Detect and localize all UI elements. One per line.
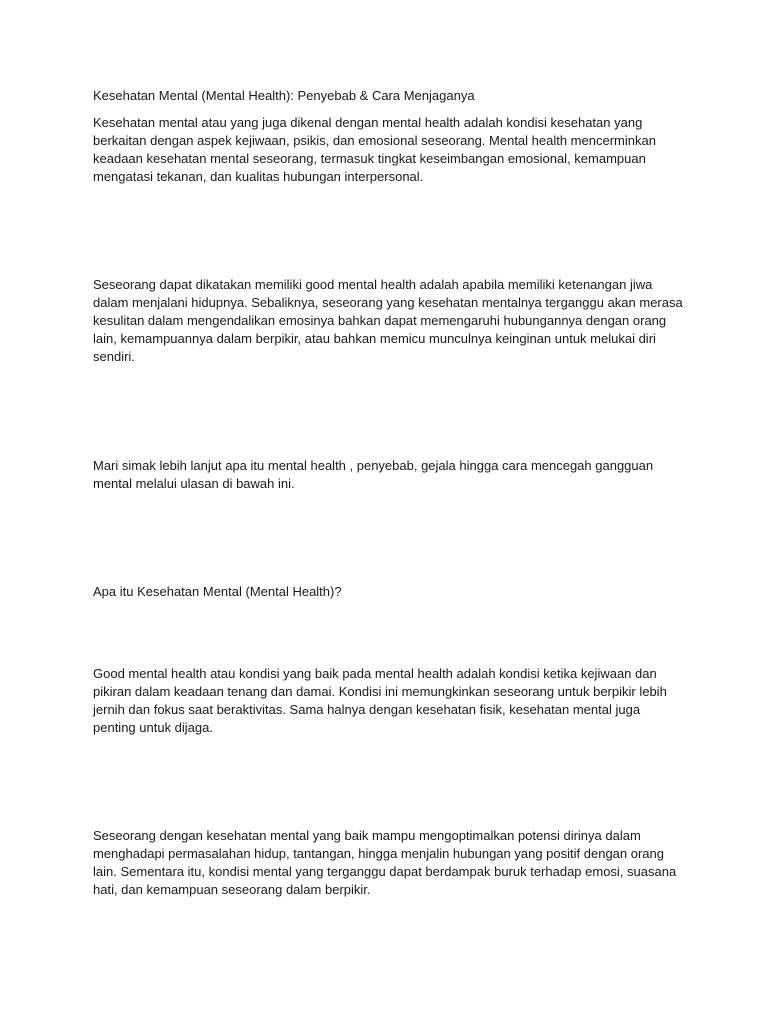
section-heading: Apa itu Kesehatan Mental (Mental Health)? <box>93 584 342 599</box>
document-title: Kesehatan Mental (Mental Health): Penyebab & Cara Menjaganya <box>93 88 475 103</box>
paragraph-section-1: Good mental health atau kondisi yang baik pada mental health adalah kondisi ketika kejiwaan dan pikiran dalam keadaan tenang dan damai. Kondisi ini memungkinkan seseorang untuk berpikir lebih jernih dan fokus saat beraktivitas. Sama halnya dengan kesehatan fisik, kesehatan mental juga penting untuk dijaga. <box>93 666 667 735</box>
paragraph-read-more: Mari simak lebih lanjut apa itu mental health , penyebab, gejala hingga cara mencegah gangguan mental melalui ulasan di bawah ini. <box>93 458 654 491</box>
paragraph-intro: Kesehatan mental atau yang juga dikenal dengan mental health adalah kondisi kesehatan yang berkaitan dengan aspek kejiwaan, psikis, dan emosional seseorang. Mental health mencerminkan keadaan kesehatan mental seseorang, termasuk tingkat keseimbangan emosional, kemampuan mengatasi tekanan, dan kualitas hubungan interpersonal. <box>93 115 656 184</box>
paragraph-section-2: Seseorang dengan kesehatan mental yang baik mampu mengoptimalkan potensi dirinya dalam menghadapi permasalahan hidup, tantangan, hingga menjalin hubungan yang positif dengan orang lain. Sementara itu, kondisi mental yang terganggu dapat berdampak buruk terhadap emosi, suasana hati, dan kemampuan seseorang dalam berpikir. <box>93 828 677 897</box>
paragraph-good-mental-health: Seseorang dapat dikatakan memiliki good mental health adalah apabila memiliki ketenangan jiwa dalam menjalani hidupnya. Sebaliknya, seseorang yang kesehatan mentalnya terganggu akan merasa kesulitan dalam mengendalikan emosinya bahkan dapat memengaruhi hubungannya dengan orang lain, kemampuannya dalam berpikir, atau bahkan memicu munculnya keinginan untuk melukai diri sendiri. <box>93 277 683 364</box>
